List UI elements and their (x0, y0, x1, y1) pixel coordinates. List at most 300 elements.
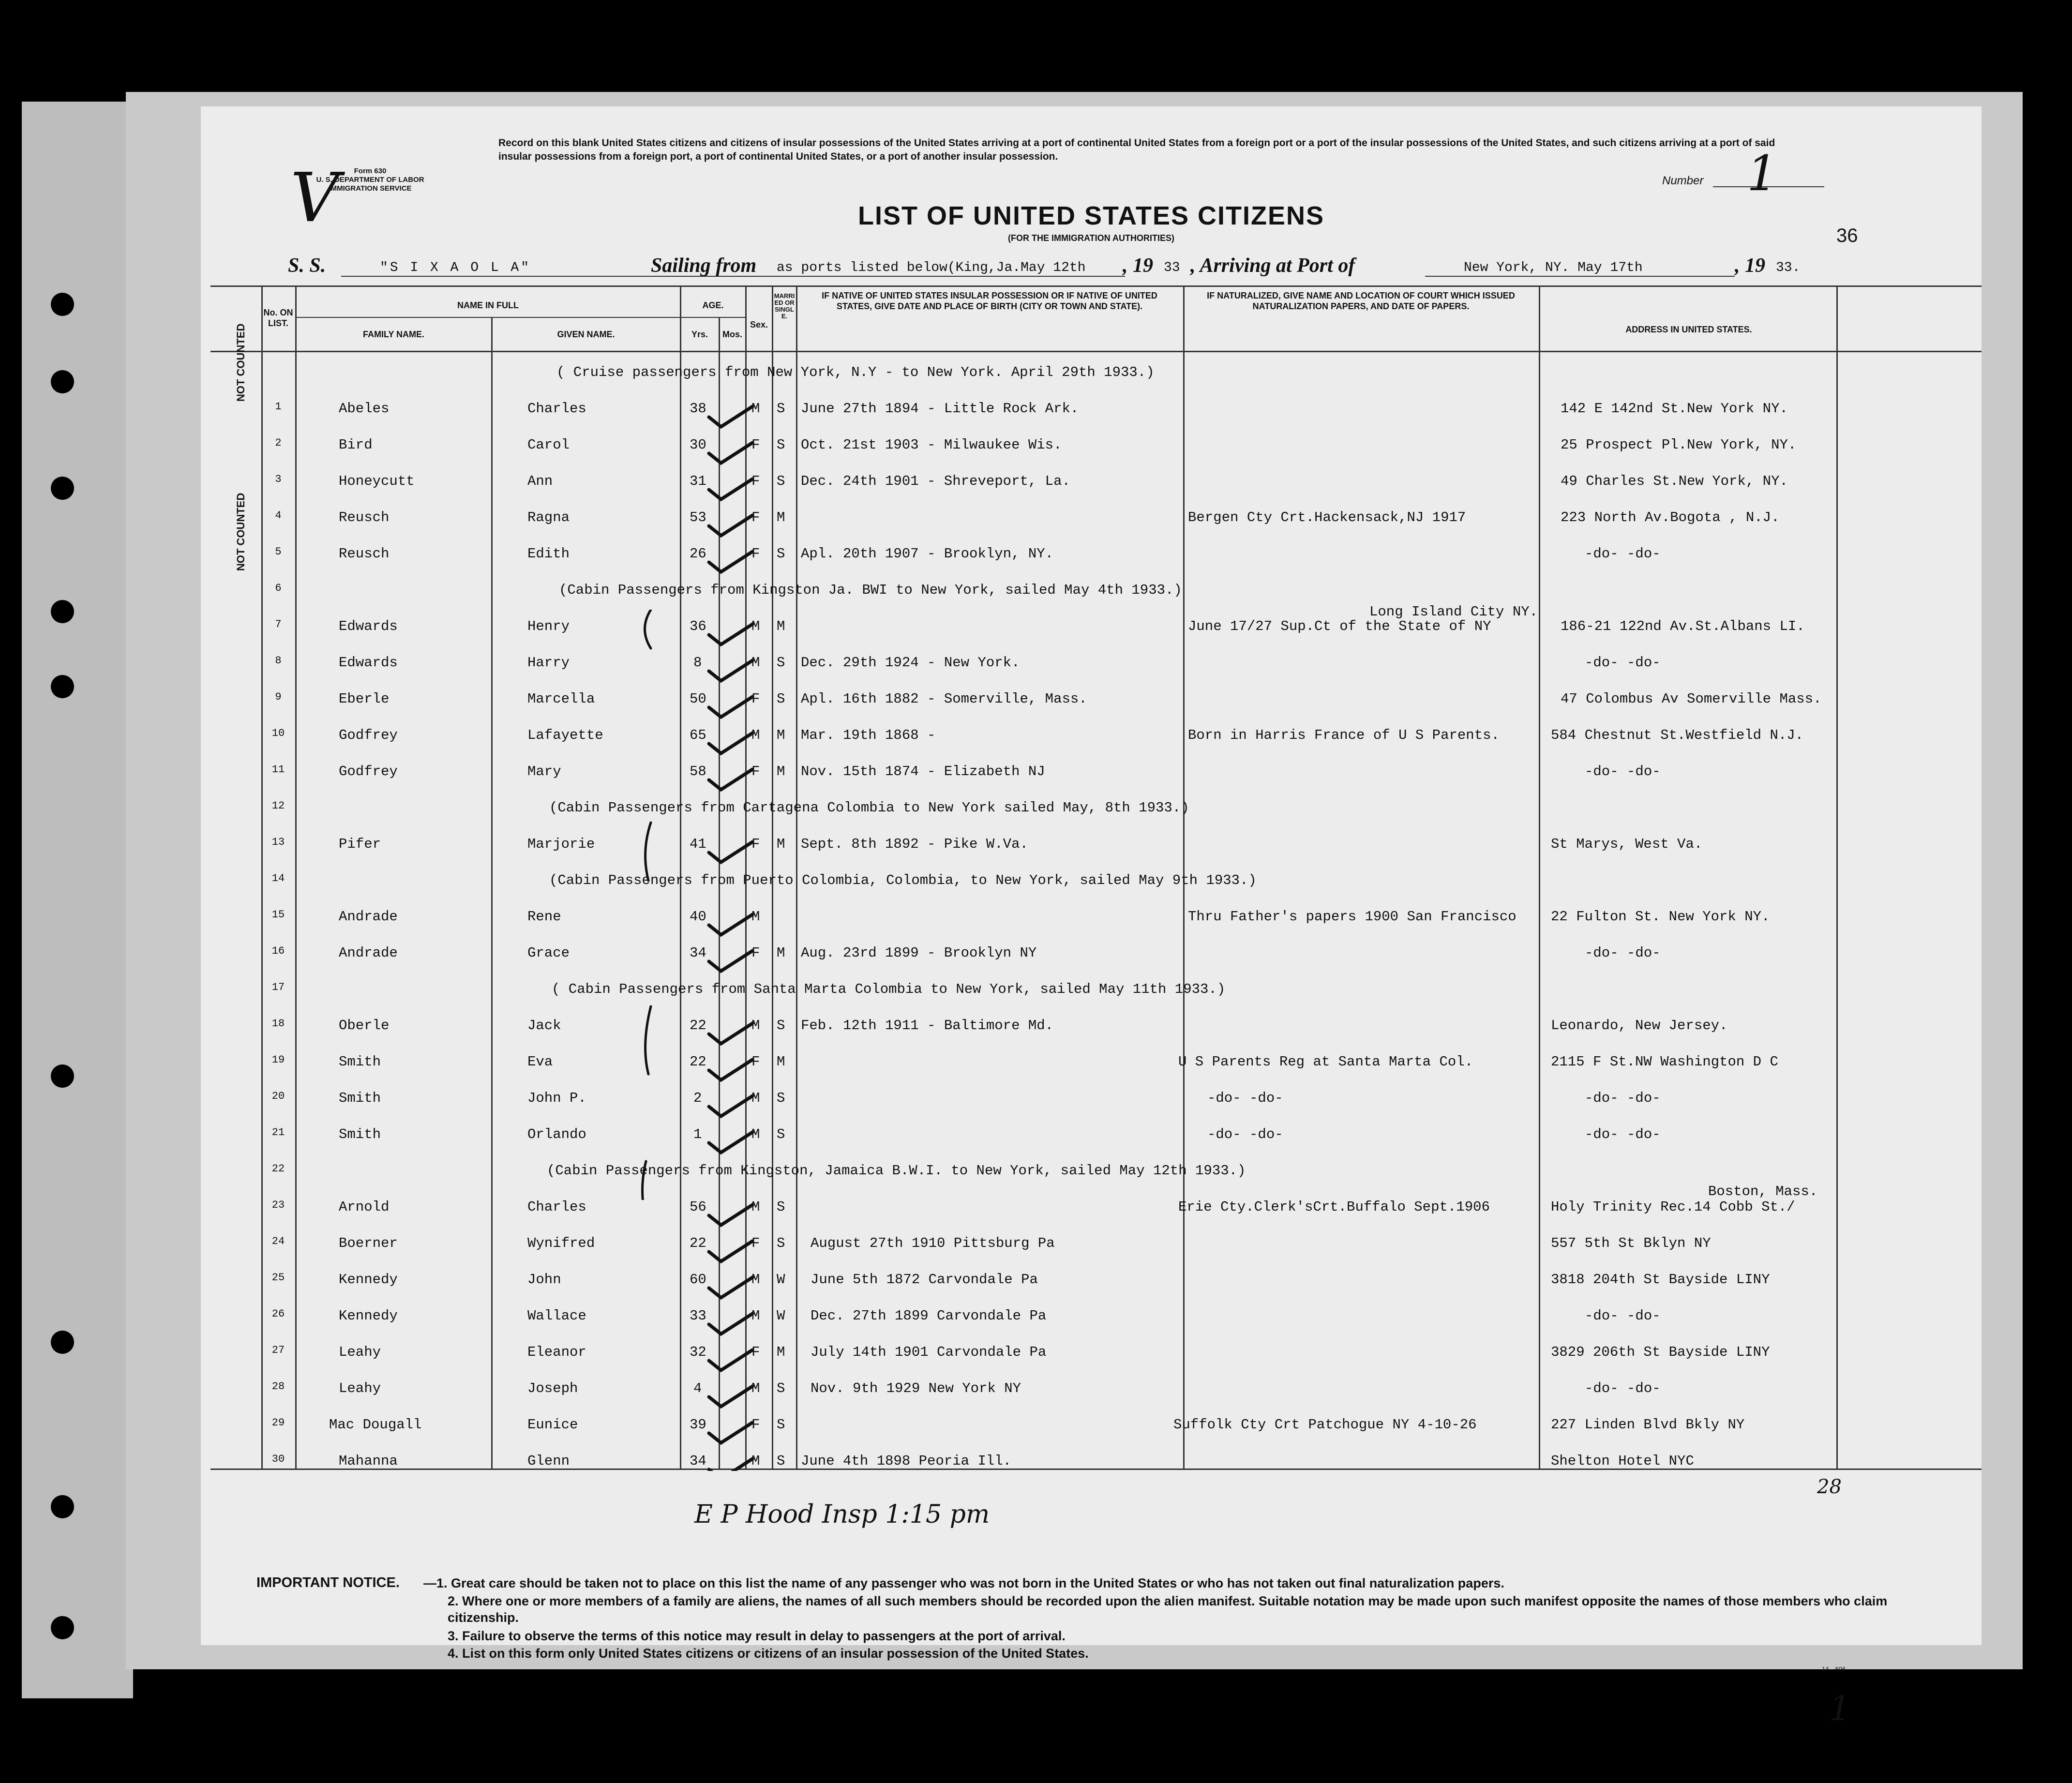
arrival-year: 33. (1776, 260, 1801, 275)
section-heading: (Cabin Passengers from Puerto Colombia, Colombia, to New York, sailed May 9th 1933.) (549, 872, 1257, 888)
age-years: 31 (690, 473, 706, 489)
sex: M (751, 727, 760, 743)
address: 2115 F St.NW Washington D C (1551, 1054, 1778, 1070)
sex: F (751, 1344, 760, 1360)
address: -do- -do- (1585, 655, 1661, 671)
section-row (201, 864, 1982, 899)
check-mark-icon (709, 1132, 752, 1153)
table-row (201, 1118, 1982, 1154)
sex: F (751, 437, 760, 453)
col-given-header: GIVEN NAME. (557, 330, 615, 339)
age-years: 30 (690, 437, 706, 453)
col-mos-header: Mos. (722, 330, 742, 339)
row-no: 25 (271, 1272, 285, 1284)
given-name: Charles (527, 1199, 586, 1215)
check-mark-icon (709, 842, 752, 862)
check-mark-icon (709, 406, 752, 427)
address: Shelton Hotel NYC (1551, 1453, 1694, 1469)
table-row (201, 1009, 1982, 1045)
table-row (201, 827, 1982, 863)
punch-hole (51, 477, 74, 500)
family-name: Mac Dougall (329, 1417, 422, 1433)
sex: M (751, 1453, 760, 1469)
address: -do- -do- (1585, 945, 1661, 961)
sailing-year: 33 (1164, 260, 1180, 275)
given-name: Eva (527, 1054, 553, 1070)
age-years: 22 (690, 1235, 706, 1251)
notice-item: —1. Great care should be taken not to place on this list the name of any passenger who was not born in the United States or who has not taken out final naturalization papers. (423, 1576, 1504, 1590)
family-name: Pifer (339, 836, 381, 852)
naturalization-info: Born in Harris France of U S Parents. (1188, 727, 1500, 743)
family-name: Smith (339, 1054, 381, 1070)
marital-status: M (777, 1344, 785, 1360)
family-name: Kennedy (339, 1272, 398, 1288)
family-name: Kennedy (339, 1308, 398, 1324)
sex: F (751, 691, 760, 707)
marital-status: S (777, 655, 785, 671)
col-yrs-header: Yrs. (691, 330, 708, 339)
col-naturalized-header: IF NATURALIZED, GIVE NAME AND LOCATION OF COURT WHICH ISSUED NATURALIZATION PAPERS, AND DATE OF PAPERS. (1207, 291, 1515, 311)
row-no: 1 (275, 401, 282, 413)
col-age-header: AGE. (702, 300, 724, 310)
birth-info: Sept. 8th 1892 - Pike W.Va. (801, 836, 1028, 852)
birth-info: August 27th 1910 Pittsburg Pa (811, 1235, 1055, 1251)
inspector-signature: E P Hood Insp 1:15 pm (694, 1500, 990, 1529)
marital-status: S (777, 1453, 785, 1469)
naturalization-info: Bergen Cty Crt.Hackensack,NJ 1917 (1188, 509, 1466, 525)
table-row (201, 900, 1982, 936)
table-row (201, 1335, 1982, 1371)
age-years: 53 (690, 509, 706, 525)
age-years: 34 (690, 945, 706, 961)
sex: M (751, 655, 760, 671)
notice-item: 4. List on this form only United States citizens or citizens of an insular possession of the United States. (448, 1646, 1089, 1661)
side-stamp: NOT COUNTED (235, 493, 247, 571)
row-no: 24 (271, 1235, 285, 1247)
check-mark-icon (709, 552, 752, 572)
table-row (201, 1045, 1982, 1081)
family-name: Godfrey (339, 764, 398, 779)
check-mark-icon (709, 624, 752, 644)
marital-status: W (777, 1308, 785, 1324)
section-row (201, 973, 1982, 1008)
family-bracket-marks (636, 610, 656, 1200)
marital-status: S (777, 437, 785, 453)
given-name: Glenn (527, 1453, 570, 1469)
arriving-value: New York, NY. May 17th (1464, 260, 1643, 275)
table-row (201, 501, 1982, 537)
table-row (201, 1408, 1982, 1444)
section-row (201, 356, 1982, 391)
check-mark-icon (709, 697, 752, 717)
col-no-header: No. ON LIST. (263, 308, 293, 328)
age-years: 22 (690, 1054, 706, 1070)
sex: M (751, 1308, 760, 1324)
family-name: Edwards (339, 655, 398, 671)
family-name: Andrade (339, 945, 398, 961)
birth-info: Dec. 27th 1899 Carvondale Pa (811, 1308, 1047, 1324)
sex: M (751, 909, 760, 925)
given-name: Grace (527, 945, 570, 961)
birth-info: Apl. 20th 1907 - Brooklyn, NY. (801, 546, 1054, 562)
naturalization-info: -do- -do- (1207, 1126, 1283, 1142)
age-years: 32 (690, 1344, 706, 1360)
col-sex-header: Sex. (750, 320, 768, 330)
check-mark-icon (709, 443, 752, 463)
birth-info: Apl. 16th 1882 - Somerville, Mass. (801, 691, 1087, 707)
age-years: 60 (690, 1272, 706, 1288)
table-row (201, 604, 1982, 645)
table-row (201, 392, 1982, 428)
check-mark-icon (709, 660, 752, 681)
given-name: Carol (527, 437, 570, 453)
table-row (201, 936, 1982, 972)
sailing-value: as ports listed below(King,Ja.May 12th (777, 260, 1086, 275)
given-name: Marjorie (527, 836, 595, 852)
page-mark: 36 (1836, 225, 1858, 246)
row-no: 9 (275, 691, 282, 703)
given-name: Wallace (527, 1308, 586, 1324)
address: -do- -do- (1585, 764, 1661, 779)
row-no: 2 (275, 437, 282, 449)
row-no: 23 (271, 1199, 285, 1211)
check-mark-icon (709, 1314, 752, 1334)
table-row (201, 646, 1982, 682)
age-years: 40 (690, 909, 706, 925)
row-no: 7 (275, 618, 282, 630)
row-no: 4 (275, 509, 282, 522)
notice-label: IMPORTANT NOTICE. (256, 1575, 400, 1590)
given-name: Edith (527, 546, 570, 562)
punch-hole (51, 293, 74, 316)
punch-hole (51, 1495, 74, 1518)
address: 584 Chestnut St.Westfield N.J. (1551, 727, 1804, 743)
check-mark-icon (709, 479, 752, 499)
sex: M (751, 618, 760, 634)
check-mark-icon (709, 1459, 752, 1471)
birth-info: July 14th 1901 Carvondale Pa (811, 1344, 1047, 1360)
form-intro: Record on this blank United States citizens and citizens of insular possessions of the United States arriving at a port of continental United States from a foreign port or a port of the insular possessions of the United States, and such citizens arriving at a port of said insular possessions from a foreign port, a port of continental United States, or a port of another insular possession. (498, 137, 1775, 162)
naturalization-info: Suffolk Cty Crt Patchogue NY 4-10-26 (1173, 1417, 1477, 1433)
address: Holy Trinity Rec.14 Cobb St./ (1551, 1199, 1795, 1215)
check-mark-icon (709, 1096, 752, 1116)
sex: M (751, 1199, 760, 1215)
address: 49 Charles St.New York, NY. (1561, 473, 1788, 489)
marital-status: M (777, 618, 785, 634)
check-mark-icon (709, 1277, 752, 1298)
row-no: 21 (271, 1126, 285, 1139)
given-name: John P. (527, 1090, 586, 1106)
check-mark-icon (709, 1423, 752, 1443)
inspector-check-marks (704, 392, 762, 1471)
sex: M (751, 1272, 760, 1288)
row-no: 16 (271, 945, 285, 957)
given-name: John (527, 1272, 561, 1288)
binder-strip (22, 102, 133, 1698)
given-name: Eunice (527, 1417, 578, 1433)
family-name: Edwards (339, 618, 398, 634)
given-name: Mary (527, 764, 561, 779)
row-no: 14 (271, 872, 285, 884)
naturalization-info-top: Long Island City NY. (1369, 604, 1538, 620)
row-no: 10 (271, 727, 285, 739)
given-name: Charles (527, 401, 586, 417)
given-name: Henry (527, 618, 570, 634)
row-no: 8 (275, 655, 282, 667)
col-name-header: NAME IN FULL (457, 300, 519, 310)
row-no: 29 (271, 1417, 285, 1429)
service-name: IMMIGRATION SERVICE (329, 184, 412, 193)
age-years: 22 (690, 1018, 706, 1034)
birth-info: Nov. 15th 1874 - Elizabeth NJ (801, 764, 1045, 779)
given-name: Wynifred (527, 1235, 595, 1251)
row-no: 22 (271, 1163, 285, 1175)
check-mark-icon (709, 769, 752, 790)
sex: F (751, 1054, 760, 1070)
family-name: Reusch (339, 546, 390, 562)
birth-info: Nov. 9th 1929 New York NY (811, 1380, 1021, 1396)
row-no: 28 (271, 1380, 285, 1393)
birth-info: Oct. 21st 1903 - Milwaukee Wis. (801, 437, 1062, 453)
sex: F (751, 509, 760, 525)
address: 557 5th St Bklyn NY (1551, 1235, 1711, 1251)
family-name: Andrade (339, 909, 398, 925)
punch-hole (51, 600, 74, 623)
section-row (201, 573, 1982, 609)
address: 186-21 122nd Av.St.Albans LI. (1561, 618, 1805, 634)
address: -do- -do- (1585, 1308, 1661, 1324)
department-name: U. S. DEPARTMENT OF LABOR (316, 176, 424, 184)
family-name: Arnold (339, 1199, 390, 1215)
marital-status: S (777, 1235, 785, 1251)
given-name: Orlando (527, 1126, 586, 1142)
given-name: Marcella (527, 691, 595, 707)
section-heading: ( Cabin Passengers from Santa Marta Colombia to New York, sailed May 11th 1933.) (552, 981, 1226, 997)
address: -do- -do- (1585, 1126, 1661, 1142)
check-mark-icon (709, 1023, 752, 1044)
marital-status: S (777, 1417, 785, 1433)
table-row (201, 1299, 1982, 1335)
notice-item: 2. Where one or more members of a family are aliens, the names of all such members should be recorded upon the alien manifest. Suitable notation may be made upon such manifest opposite the names of those members who claim citizenship. (448, 1594, 1888, 1625)
birth-info: Mar. 19th 1868 - (801, 727, 936, 743)
check-mark-icon (709, 1350, 752, 1370)
row-no: 5 (275, 546, 282, 558)
check-mark-icon (709, 1205, 752, 1225)
page-foot-number: 1 (1829, 1689, 1851, 1728)
sex: F (751, 1417, 760, 1433)
family-name: Reusch (339, 509, 390, 525)
punch-hole (51, 1331, 74, 1354)
sex: F (751, 473, 760, 489)
number-value: 1 (1747, 145, 1778, 202)
given-name: Jack (527, 1018, 561, 1034)
address: 3829 206th St Bayside LINY (1551, 1344, 1770, 1360)
punch-hole (51, 675, 74, 698)
row-no: 17 (271, 981, 285, 993)
sex: F (751, 945, 760, 961)
ss-label: S. S. (288, 255, 326, 277)
address: St Marys, West Va. (1551, 836, 1703, 852)
age-years: 36 (690, 618, 706, 634)
address: -do- -do- (1585, 1090, 1661, 1106)
marital-status: M (777, 764, 785, 779)
birth-info: Dec. 24th 1901 - Shreveport, La. (801, 473, 1070, 489)
birth-info: June 4th 1898 Peoria Ill. (801, 1453, 1012, 1469)
sex: M (751, 1126, 760, 1142)
marital-status: S (777, 546, 785, 562)
check-mark-icon (709, 733, 752, 753)
number-label: Number (1662, 174, 1704, 187)
row-no: 15 (271, 909, 285, 921)
family-name: Leahy (339, 1344, 381, 1360)
marital-status: S (777, 691, 785, 707)
age-years: 4 (693, 1380, 702, 1396)
family-name: Godfrey (339, 727, 398, 743)
family-name: Boerner (339, 1235, 398, 1251)
passenger-count: 28 (1817, 1476, 1842, 1498)
arriving-label: , Arriving at Port of (1190, 255, 1355, 277)
form-number: Form 630 (354, 167, 387, 175)
punch-hole (51, 1616, 74, 1639)
sex: M (751, 1018, 760, 1034)
address: -do- -do- (1585, 1380, 1661, 1396)
punch-hole (51, 1064, 74, 1088)
table-row (201, 719, 1982, 754)
row-no: 11 (271, 764, 285, 776)
row-no: 26 (271, 1308, 285, 1320)
sailing-label: Sailing from (651, 255, 757, 277)
table-row (201, 537, 1982, 573)
address: 47 Colombus Av Somerville Mass. (1561, 691, 1822, 707)
given-name: Harry (527, 655, 570, 671)
check-mark-icon (709, 914, 752, 935)
marital-status: S (777, 401, 785, 417)
birth-info: Dec. 29th 1924 - New York. (801, 655, 1020, 671)
marital-status: M (777, 945, 785, 961)
age-years: 39 (690, 1417, 706, 1433)
naturalization-info: -do- -do- (1207, 1090, 1283, 1106)
sex: M (751, 1380, 760, 1396)
check-mark-icon (709, 951, 752, 971)
marital-status: M (777, 509, 785, 525)
birth-info: June 27th 1894 - Little Rock Ark. (801, 401, 1079, 417)
print-code: 14—606 (1822, 1665, 1846, 1673)
row-no: 12 (271, 800, 285, 812)
handwritten-check: V (290, 159, 340, 238)
given-name: Joseph (527, 1380, 578, 1396)
address: 227 Linden Blvd Bkly NY (1551, 1417, 1745, 1433)
family-name: Abeles (339, 401, 390, 417)
birth-info: Feb. 12th 1911 - Baltimore Md. (801, 1018, 1054, 1034)
marital-status: M (777, 1054, 785, 1070)
age-years: 34 (690, 1453, 706, 1469)
marital-status: M (777, 727, 785, 743)
marital-status: S (777, 1018, 785, 1034)
marital-status: M (777, 836, 785, 852)
family-name: Eberle (339, 691, 390, 707)
col-address-header: ADDRESS IN UNITED STATES. (1625, 325, 1752, 334)
sex: F (751, 1235, 760, 1251)
address: 3818 204th St Bayside LINY (1551, 1272, 1770, 1288)
age-years: 1 (693, 1126, 702, 1142)
marital-status: W (777, 1272, 785, 1288)
row-no: 6 (275, 582, 282, 594)
side-stamp: NOT COUNTED (235, 323, 247, 402)
section-heading: ( Cruise passengers from New York, N.Y - to New York. April 29th 1933.) (556, 364, 1155, 380)
given-name: Eleanor (527, 1344, 586, 1360)
family-name: Oberle (339, 1018, 390, 1034)
table-row (201, 428, 1982, 464)
age-years: 8 (693, 655, 702, 671)
address: Leonardo, New Jersey. (1551, 1018, 1728, 1034)
col-birth-header: IF NATIVE OF UNITED STATES INSULAR POSSESSION OR IF NATIVE OF UNITED STATES, GIVE DATE AND PLACE OF BIRTH (CITY OR TOWN AND STATE). (822, 291, 1157, 311)
address: 25 Prospect Pl.New York, NY. (1561, 437, 1797, 453)
table-row (201, 1184, 1982, 1226)
family-name: Leahy (339, 1380, 381, 1396)
sex: F (751, 546, 760, 562)
notice-item: 3. Failure to observe the terms of this notice may result in delay to passengers at the port of arrival. (448, 1629, 1066, 1643)
col-married-header: MARRIED OR SINGLE. (774, 292, 795, 320)
ship-name: "S I X A O L A" (380, 260, 531, 275)
sailing-year-prefix: , 19 (1123, 255, 1153, 277)
arrival-year-prefix: , 19 (1735, 255, 1765, 277)
table-row (201, 682, 1982, 718)
section-row (201, 791, 1982, 827)
section-heading: (Cabin Passengers from Cartagena Colombia to New York sailed May, 8th 1933.) (549, 800, 1189, 816)
family-name: Smith (339, 1126, 381, 1142)
address: -do- -do- (1585, 546, 1661, 562)
section-heading: (Cabin Passengers from Kingston Ja. BWI to New York, sailed May 4th 1933.) (559, 582, 1182, 598)
section-heading: (Cabin Passengers from Kingston, Jamaica B.W.I. to New York, sailed May 12th 1933.) (547, 1163, 1246, 1179)
sex: M (751, 1090, 760, 1106)
marital-status: S (777, 1090, 785, 1106)
row-no: 13 (271, 836, 285, 848)
birth-info: Aug. 23rd 1899 - Brooklyn NY (801, 945, 1037, 961)
given-name: Ragna (527, 509, 570, 525)
birth-info: June 5th 1872 Carvondale Pa (811, 1272, 1038, 1288)
sex: F (751, 764, 760, 779)
row-no: 19 (271, 1054, 285, 1066)
table-row (201, 755, 1982, 791)
table-row (201, 1372, 1982, 1408)
family-name: Honeycutt (339, 473, 415, 489)
table-row (201, 1081, 1982, 1117)
address: 22 Fulton St. New York NY. (1551, 909, 1770, 925)
page-title: LIST OF UNITED STATES CITIZENS (858, 201, 1324, 230)
naturalization-info: U S Parents Reg at Santa Marta Col. (1178, 1054, 1473, 1070)
age-years: 65 (690, 727, 706, 743)
age-years: 58 (690, 764, 706, 779)
age-years: 26 (690, 546, 706, 562)
given-name: Rene (527, 909, 561, 925)
marital-status: S (777, 473, 785, 489)
marital-status: S (777, 1199, 785, 1215)
marital-status: S (777, 1380, 785, 1396)
row-no: 20 (271, 1090, 285, 1102)
check-mark-icon (709, 1060, 752, 1080)
address: 142 E 142nd St.New York NY. (1561, 401, 1788, 417)
table-row (201, 1263, 1982, 1299)
sex: F (751, 836, 760, 852)
age-years: 56 (690, 1199, 706, 1215)
family-name: Mahanna (339, 1453, 398, 1469)
row-no: 3 (275, 473, 282, 485)
given-name: Lafayette (527, 727, 603, 743)
age-years: 33 (690, 1308, 706, 1324)
address: 223 North Av.Bogota , N.J. (1561, 509, 1780, 525)
age-years: 41 (690, 836, 706, 852)
age-years: 50 (690, 691, 706, 707)
